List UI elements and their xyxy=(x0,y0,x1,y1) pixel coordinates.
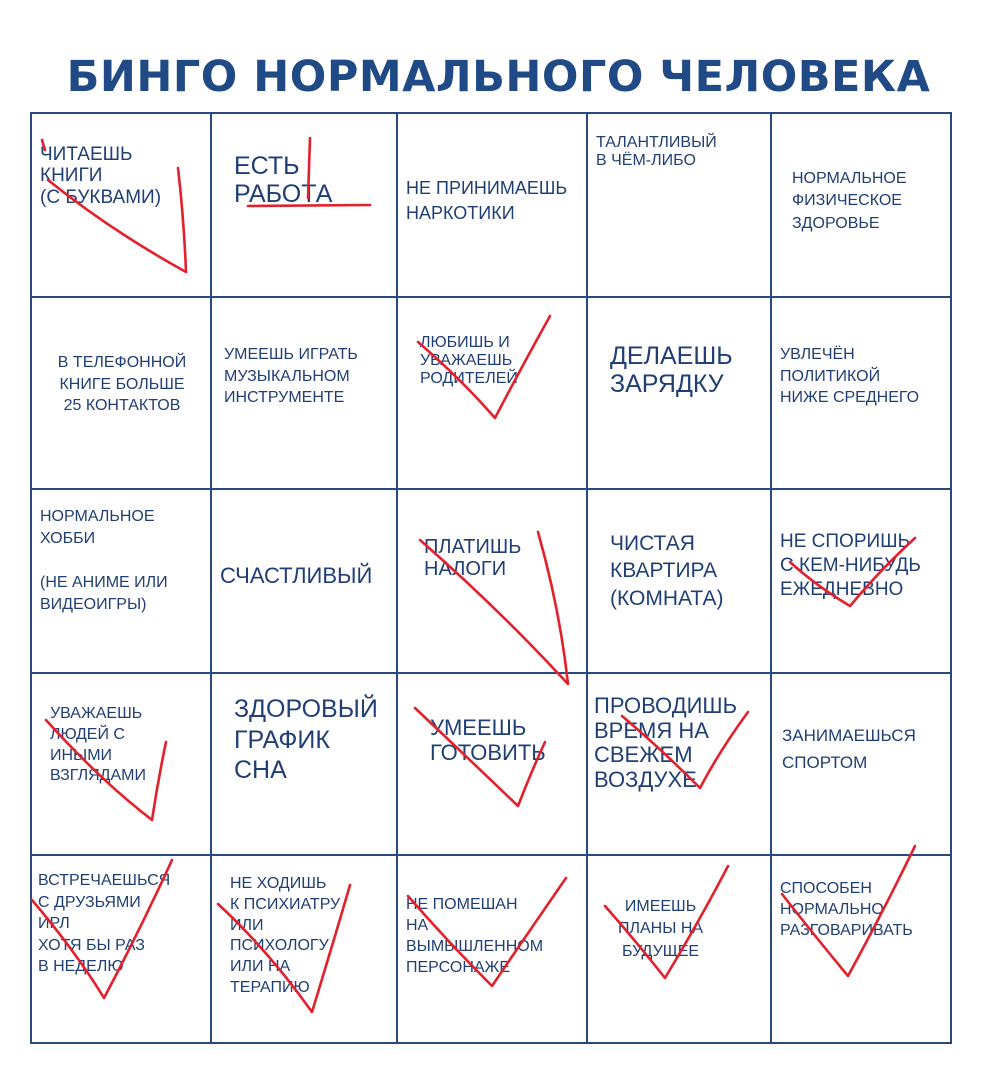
cell-label: В ТЕЛЕФОННОЙ КНИГЕ БОЛЬШЕ 25 КОНТАКТОВ xyxy=(57,354,187,415)
cell-label: ПЛАТИШЬ НАЛОГИ xyxy=(424,536,522,581)
bingo-cell[interactable] xyxy=(586,854,772,1044)
bingo-cell[interactable] xyxy=(210,112,398,298)
bingo-cell[interactable] xyxy=(210,854,398,1044)
cell-label: СПОСОБЕН НОРМАЛЬНО РАЗГОВАРИВАТЬ xyxy=(780,880,913,940)
cell-label: ТАЛАНТЛИВЫЙ В ЧЁМ-ЛИБО xyxy=(596,134,717,169)
cell-label: НЕ ХОДИШЬ К ПСИХИАТРУ ИЛИ ПСИХОЛОГУ ИЛИ НА ТЕРАПИЮ xyxy=(230,875,341,996)
bingo-cell[interactable] xyxy=(770,488,952,674)
bingo-cell[interactable] xyxy=(770,854,952,1044)
cell-label: НОРМАЛЬНОЕ ФИЗИЧЕСКОЕ ЗДОРОВЬЕ xyxy=(792,170,907,232)
cell-label: УМЕЕШЬ ГОТОВИТЬ xyxy=(430,715,546,765)
bingo-cell[interactable] xyxy=(30,854,212,1044)
cell-label: НЕ СПОРИШЬ С КЕМ-НИБУДЬ ЕЖЕДНЕВНО xyxy=(780,531,921,600)
bingo-cell[interactable] xyxy=(396,296,588,490)
bingo-cell[interactable] xyxy=(586,296,772,490)
cell-label: ЧИТАЕШЬ КНИГИ (С БУКВАМИ) xyxy=(40,144,162,208)
bingo-cell[interactable] xyxy=(210,296,398,490)
cell-label: ЗАНИМАЕШЬСЯ СПОРТОМ xyxy=(782,726,916,773)
bingo-cell[interactable] xyxy=(396,112,588,298)
cell-label: ЧИСТАЯ КВАРТИРА (КОМНАТА) xyxy=(610,532,724,610)
bingo-cell[interactable] xyxy=(770,112,952,298)
bingo-cell[interactable] xyxy=(586,112,772,298)
cell-label: НЕ ПРИНИМАЕШЬ НАРКОТИКИ xyxy=(406,178,568,224)
cell-label: ПРОВОДИШЬ ВРЕМЯ НА СВЕЖЕМ ВОЗДУХЕ xyxy=(594,693,737,792)
bingo-cell[interactable] xyxy=(210,672,398,856)
bingo-grid xyxy=(30,112,952,1044)
cell-label: ЕСТЬ РАБОТА xyxy=(234,152,333,208)
cell-label: УМЕЕШЬ ИГРАТЬ МУЗЫКАЛЬНОМ ИНСТРУМЕНТЕ xyxy=(224,346,358,407)
bingo-cell[interactable] xyxy=(586,672,772,856)
bingo-cell[interactable] xyxy=(396,672,588,856)
bingo-cell[interactable] xyxy=(396,854,588,1044)
cell-label: УВАЖАЕШЬ ЛЮДЕЙ С ИНЫМИ ВЗГЛЯДАМИ xyxy=(50,705,146,785)
bingo-cell[interactable] xyxy=(210,488,398,674)
bingo-cell[interactable] xyxy=(30,112,212,298)
bingo-cell[interactable] xyxy=(396,488,588,674)
cell-label: УВЛЕЧЁН ПОЛИТИКОЙ НИЖЕ СРЕДНЕГО xyxy=(780,346,920,407)
cell-label: ИМЕЕШЬ ПЛАНЫ НА БУДУЩЕЕ xyxy=(618,898,704,960)
cell-label: НОРМАЛЬНОЕ ХОББИ (НЕ АНИМЕ ИЛИ ВИДЕОИГРЫ) xyxy=(40,508,168,614)
cell-label: СЧАСТЛИВЫЙ xyxy=(220,563,373,588)
page-title: БИНГО НОРМАЛЬНОГО ЧЕЛОВЕКА xyxy=(66,51,931,102)
bingo-cell[interactable] xyxy=(770,296,952,490)
bingo-cell[interactable] xyxy=(30,672,212,856)
bingo-cell[interactable] xyxy=(30,296,212,490)
cell-label: ЛЮБИШЬ И УВАЖАЕШЬ РОДИТЕЛЕЙ xyxy=(420,334,518,387)
bingo-cell[interactable] xyxy=(586,488,772,674)
cell-label: ВСТРЕЧАЕШЬСЯ С ДРУЗЬЯМИ ИРЛ ХОТЯ БЫ РАЗ В НЕДЕЛЮ xyxy=(38,872,171,976)
bingo-cell[interactable] xyxy=(770,672,952,856)
bingo-cell[interactable] xyxy=(30,488,212,674)
cell-label: НЕ ПОМЕШАН НА ВЫМЫШЛЕННОМ ПЕРСОНАЖЕ xyxy=(406,896,544,977)
cell-label: ДЕЛАЕШЬ ЗАРЯДКУ xyxy=(610,342,733,398)
cell-label: ЗДОРОВЫЙ ГРАФИК СНА xyxy=(234,695,378,784)
